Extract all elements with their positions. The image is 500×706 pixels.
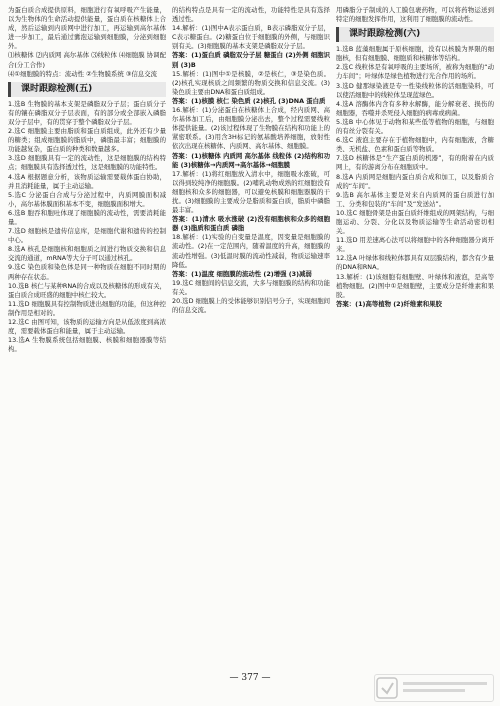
paragraph: 2.选C 线粒体是有氧呼吸的主要场所，被称为细胞的“动力车间”；叶绿体是绿色植物进行光合作用的场所。	[336, 63, 494, 81]
paragraph: 15.解析：(1)图中①是核膜，②是核仁，③是染色质。(2)核孔实现核质之间频繁的物质交换和信息交流。(3)染色质主要由DNA和蛋白质组成。	[172, 69, 330, 96]
paragraph: 11.选D 用差速离心法可以将细胞中的各种细胞器分离开来。	[336, 236, 494, 254]
answer-line: 答案：(1)温度 细胞膜的流动性 (2)增强 (3)减弱	[172, 269, 312, 278]
page-number: — 377 —	[229, 673, 271, 683]
paragraph: 9.选B 高尔基体主要是对来自内质网的蛋白质进行加工、分类和包装的“车间”及“发送站”。	[336, 190, 494, 208]
paragraph: 8.选A 核孔是细胞核和细胞质之间进行物质交换和信息交流的通道，mRNA等大分子可以通过核孔。	[8, 245, 166, 263]
column-2	[172, 6, 330, 315]
paragraph: 1.选B 蓝藻细胞属于原核细胞，没有以核膜为界限的细胞核，但有细胞膜、细胞质和核糖体等结构。	[336, 45, 494, 63]
paragraph: 13.选A 生物膜系统包括细胞膜、核膜和细胞器膜等结构。	[8, 336, 166, 354]
paragraph: ⑷①细胞膜的特点：流动性 ②生物膜系统 ③信息交流	[8, 69, 158, 78]
paragraph: 6.选B 胞吞和胞吐体现了细胞膜的流动性，需要消耗能量。	[8, 208, 166, 226]
answer-line: 答案：(1)蛋白质 磷脂双分子层 糖蛋白 (2)外侧 细胞识别 (3)B	[172, 51, 330, 69]
answer-line: 答案：(1)清水 吸水涨破 (2)没有细胞核和众多的细胞器 (3)脂质和蛋白质 磷脂	[172, 215, 330, 233]
column-3	[336, 6, 494, 309]
paragraph: 16.解析：(1)分泌蛋白在核糖体上合成，经内质网、高尔基体加工后，由细胞膜分泌出去，整个过程需要线粒体提供能量。(2)该过程体现了生物膜在结构和功能上的紧密联系。(3)用含3H标记的氨基酸培养细胞，放射性依次出现在核糖体、内质网、高尔基体、细胞膜。	[172, 106, 330, 151]
paragraph: 10.选B 核仁与某种RNA的合成以及核糖体的形成有关，蛋白质合成旺盛的细胞中核仁较大。	[8, 281, 166, 299]
paragraph: 7.选D 核糖体是“生产蛋白质的机器”，有的附着在内质网上，有的游离分布在细胞质中。	[336, 154, 494, 172]
paragraph: 20.选D 细胞膜上的受体能够识别信号分子，实现细胞间的信息交流。	[172, 297, 330, 315]
paragraph: 4.选A 溶酶体内含有多种水解酶，能分解衰老、损伤的细胞器，吞噬并杀死侵入细胞的病毒或病菌。	[336, 99, 494, 117]
paragraph: 8.选A 内质网是细胞内蛋白质合成和加工，以及脂质合成的“车间”。	[336, 172, 494, 190]
paragraph: 的结构特点是具有一定的流动性，功能特性是具有选择透过性。	[172, 6, 330, 24]
paragraph: 17.解析：(1)将红细胞放入清水中，细胞吸水涨破，可以得到较纯净的细胞膜。(2)哺乳动物成熟的红细胞没有细胞核和众多的细胞器，可以避免核膜和细胞器膜的干扰。(3)细胞膜的主要成分是脂质和蛋白质，脂质中磷脂最丰富。	[172, 169, 330, 215]
answer-line: 答案：(1)核糖体 内质网 高尔基体 线粒体 (2)结构和功能 (3)核糖体→内质网→高尔基体→细胞膜	[172, 151, 330, 169]
paragraph: 12.选A 叶绿体和线粒体都具有双层膜结构，都含有少量的DNA和RNA。	[336, 254, 494, 272]
paragraph: 18.解析：(1)实验的自变量是温度，因变量是细胞膜的流动性。(2)在一定范围内，随着温度的升高，细胞膜的流动性增强。(3)低温时膜的流动性减弱，物质运输速率降低。	[172, 233, 330, 269]
paragraph: 3.选D 细胞膜具有一定的流动性，这是细胞膜的结构特点；细胞膜具有选择透过性，这是细胞膜的功能特性。	[8, 154, 166, 172]
paragraph: 10.选C 细胞骨架是由蛋白质纤维组成的网架结构，与细胞运动、分裂、分化以及物质运输等生命活动密切相关。	[336, 208, 494, 236]
section-heading: 课时跟踪检测(五)	[8, 82, 166, 97]
paragraph: 19.选C 细胞间的信息交流，大多与细胞膜的结构和功能有关。	[172, 278, 330, 296]
paragraph: 7.选D 细胞核是遗传信息库，是细胞代谢和遗传的控制中心。	[8, 227, 166, 245]
answer-line: 答案：(1)核膜 核仁 染色质 (2)核孔 (3)DNA 蛋白质	[172, 96, 326, 105]
paragraph: 4.选A 根据题意分析，该物质运输需要载体蛋白协助，并且消耗能量，属于主动运输。	[8, 172, 166, 190]
paragraph: ⑴核糖体 ⑵内质网 高尔基体 ⑶线粒体 ⑷细胞膜 协调配合(分工合作)	[8, 51, 166, 69]
paragraph: 5.选B 中心体见于动物和某些低等植物的细胞，与细胞的有丝分裂有关。	[336, 117, 494, 136]
column-1	[8, 6, 166, 354]
paragraph: 用磷脂分子制成的人工膜包裹药物，可以将药物运送到特定的细胞发挥作用，这利用了细胞膜的流动性。	[336, 6, 494, 24]
section-heading: 课时跟踪检测(六)	[336, 27, 494, 42]
paragraph: 5.选C 分泌蛋白合成与分泌过程中，内质网膜面积减小，高尔基体膜面积基本不变，细胞膜面积增大。	[8, 190, 166, 208]
paragraph: 9.选C 染色质和染色体是同一种物质在细胞不同时期的两种存在状态。	[8, 263, 166, 281]
paragraph: 13.解析：(1)该细胞有细胞壁、叶绿体和液泡，是高等植物细胞。(2)图中①是细胞壁，主要成分是纤维素和果胶。	[336, 272, 494, 299]
paragraph: 1.选B 生物膜的基本支架是磷脂双分子层；蛋白质分子有的镶在磷脂双分子层表面，有的部分或全部嵌入磷脂双分子层中，有的贯穿于整个磷脂双分子层。	[8, 99, 166, 126]
paragraph: 14.解析：(1)图中A表示蛋白质，B表示磷脂双分子层，C表示糖蛋白。(2)糖蛋白位于细胞膜的外侧，与细胞识别有关。(3)细胞膜的基本支架是磷脂双分子层。	[172, 24, 330, 51]
paragraph: 3.选D 健那绿染液是专一性染线粒体的活细胞染料，可以使活细胞中的线粒体呈现蓝绿色。	[336, 81, 494, 99]
paragraph: 6.选C 液泡主要存在于植物细胞中，内有细胞液，含糖类、无机盐、色素和蛋白质等物质。	[336, 136, 494, 154]
watermark-logo	[374, 674, 494, 702]
paragraph: 12.选C 由图可知，该物质的运输方向是从低浓度到高浓度，需要载体蛋白和能量，属于主动运输。	[8, 318, 166, 336]
paragraph: 2.选C 细胞膜主要由脂质和蛋白质组成，此外还有少量的糖类；组成细胞膜的脂质中，磷脂最丰富；细胞膜的功能越复杂，蛋白质的种类和数量越多。	[8, 127, 166, 154]
answer-line: 答案：(1)高等植物 (2)纤维素和果胶	[336, 299, 442, 308]
paragraph: 11.选D 细胞膜具有控制物质进出细胞的功能，但这种控制作用是相对的。	[8, 299, 166, 317]
paragraph: 为蛋白质合成提供原料，细胞进行有氧呼吸产生能量，以为生物体的生命活动提供能量，蛋白质在核糖体上合成，然后运输到内质网中进行加工，再运输到高尔基体进一步加工，最后通过囊泡运输到细胞膜，分泌到细胞外。	[8, 6, 166, 51]
